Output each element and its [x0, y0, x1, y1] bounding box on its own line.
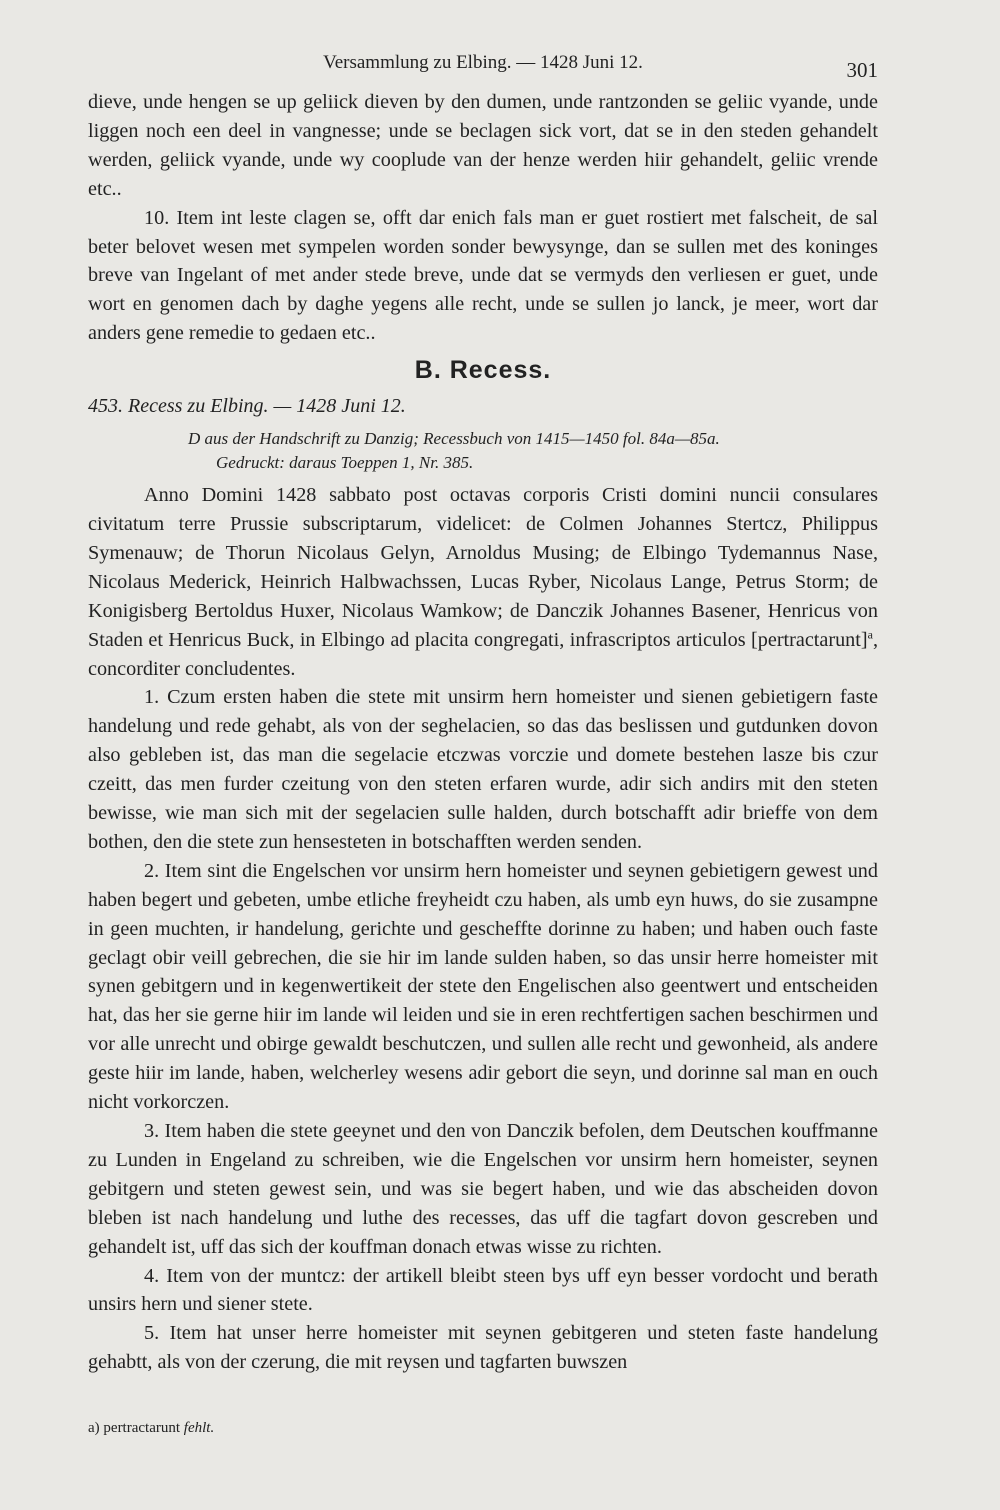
footnote-marker: a)	[88, 1420, 100, 1436]
footnote-reference: a	[867, 626, 873, 641]
intro-text-end: , concorditer concludentes.	[88, 628, 878, 680]
source-note	[188, 427, 878, 475]
intro-paragraph	[88, 481, 878, 683]
footnote-note: fehlt.	[183, 1420, 215, 1436]
intro-text: Anno Domini 1428 sabbato post octavas corporis Cristi domini nuncii consulares civitatum terre Prussie subscriptarum, videlicet: de Colmen Johannes Stertcz, Philippus Symenauw; de Thorun Nicolaus Gelyn, Arnoldus Musing; de Elbingo Tydemannus Nase, Nicolaus Mederick, Heinrich Halbwachssen, Lucas Ryber, Nicolaus Lange, Petrus Storm; de Konigisberg Bertoldus Huxer, Nicolaus Wamkow; de Danczik Johannes Basener, Henricus von Staden et Henricus Buck, in Elbingo ad placita congregati, infrascriptos articulos [pertractarunt]	[88, 484, 878, 651]
page-header	[88, 50, 878, 80]
recess-title: Recess zu Elbing. — 1428 Juni 12.	[128, 395, 406, 418]
article-2: 2. Item sint die Engelschen vor unsirm hern homeister und seynen gebietigern gewest und haben begert und gebeten, umbe etliche freyheidt czu haben, als umb eyn huws, do sie zusampne in geen muchten, ir handelung, gerichte und gescheffte dorinne zu haben; und haben ouch faste geclagt obir veill gebrechen, die sie hir im lande sulden haben, so das unsir herre homeister mit synen gebitgern und in kegenwertikeit der stete den Engelischen also geentwert und entscheiden hat, das her sie gerne hiir im lande wil leiden und sie in eren rechtfertigen sachen beschirmen und vor alle unrecht und obirge gewaldt beschutczen, und sullen alle recht und gewonheid, als andere geste hiir im lande, haben, welcherley wesens adir gebort die seyn, und dorinne sal man en ouch nicht vorkorczen.	[88, 859, 878, 1114]
paragraph-continuation: dieve, unde hengen se up geliick dieven by den dumen, unde rantzonden se geliic vyande, unde liggen noch een deel in vangnesse; unde se beclagen sick vort, dat se in den steden gehandelt werden, geliick vyande, unde wy cooplude van der henze werden hiir gehandelt, geliic vrende etc..	[88, 91, 878, 200]
article-1: 1. Czum ersten haben die stete mit unsirm hern homeister und sienen gebietigern faste handelung und rede gehabt, als von der seghelacien, so das das beslissen und gutdunken dovon also gebleben ist, das man die segelacie etczwas vorczie und domete bestehen lasze bis czur czeitt, das men furder czeitung von den steten erfaren wurde, adir sich andirs mit den steten bewisse, wie man sich mit der segelacien sulle halden, durch botschafft adir brieffe von dem bothen, den die stete zun hensesteten in botschafften werden senden.	[88, 686, 878, 853]
footnote-word: pertractarunt	[103, 1420, 181, 1436]
recess-number: 453.	[88, 395, 123, 418]
page-number: 301	[846, 58, 878, 82]
article-3: 3. Item haben die stete geeynet und den von Danczik befolen, dem Deutschen kouffmanne zu Lunden in Engeland zu schreiben, wie die Engelschen vor unsirm hern homeister, seynen gebitgern und steten gewest sein, und was sie begert haben, und wie das abscheiden dovon bleben ist nach handelung und luthe des recesses, das uff die tagfart dovon gescreben und gehandelt ist, uff das sich der kouffman donach etwas wisse zu richten.	[88, 1120, 878, 1258]
source-line-1: D aus der Handschrift zu Danzig; Recessbuch von 1415—1450 fol. 84a—85a.	[188, 429, 720, 449]
paragraph-item-10: 10. Item int leste clagen se, offt dar enich fals man er guet rostiert met falscheit, de sal beter belovet wesen met sympelen worden sonder bewysynge, dan se sullen met des koninges breve van Ingelant of met ander stede breve, unde dat se vermyds den verliesen er guet, unde wort en genomen dach by daghe yegens alle recht, unde se sullen jo lanck, je meer, wort dar anders gene remedie to gedaen etc..	[88, 206, 878, 345]
article-5: 5. Item hat unser herre homeister mit seynen gebitgeren und steten faste handelung gehabtt, als von der czerung, die mit reysen und tagfarten buwszen	[88, 1322, 878, 1374]
source-line-2: Gedruckt: daraus Toeppen 1, Nr. 385.	[216, 453, 474, 473]
recess-heading	[88, 392, 878, 421]
article-4: 4. Item von der muntcz: der artikell bleibt steen bys uff eyn besser vordocht und berath unsirs hern und siener stete.	[88, 1264, 878, 1316]
section-title: B. Recess.	[414, 356, 552, 385]
page-body	[88, 88, 878, 1377]
running-head: Versammlung zu Elbing. — 1428 Juni 12.	[323, 52, 643, 73]
footnote	[88, 1420, 214, 1437]
